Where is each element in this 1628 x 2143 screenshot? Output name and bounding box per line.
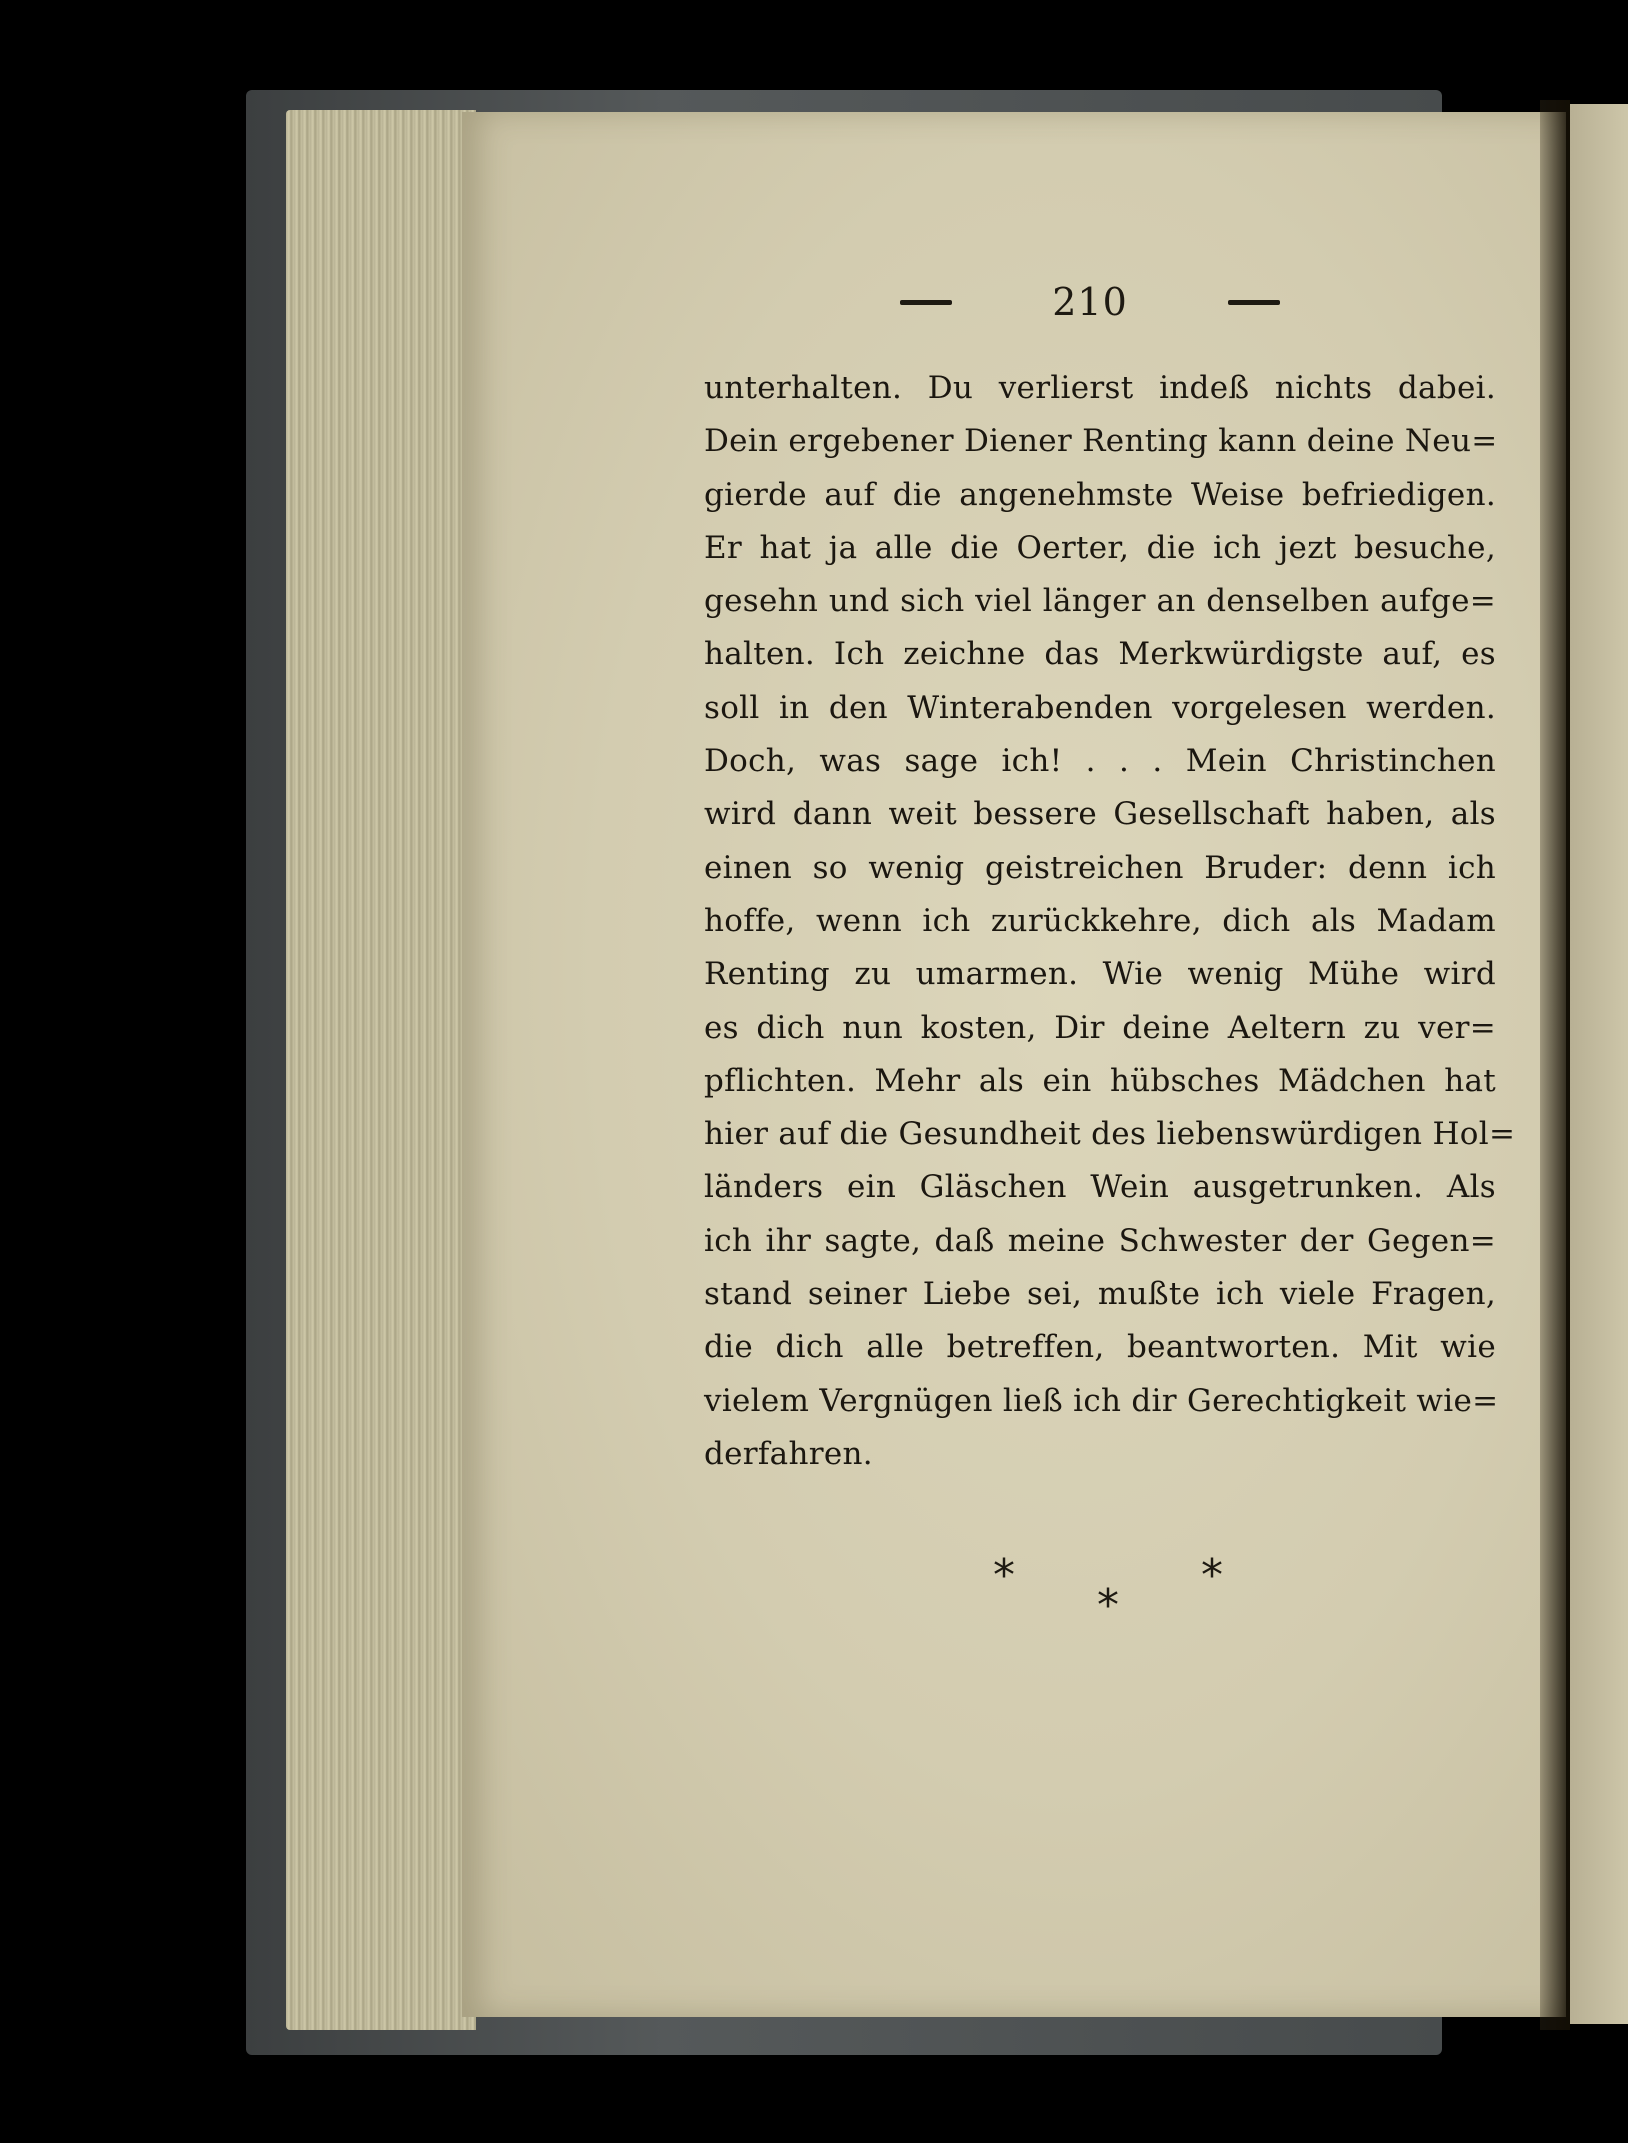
text-line: Doch, was sage ich! . . . Mein Christinchen (704, 743, 1496, 780)
text-line: pflichten. Mehr als ein hübsches Mädchen hat (704, 1062, 1496, 1099)
text-line: länders ein Gläschen Wein ausgetrunken. Als (704, 1169, 1496, 1206)
text-line: halten. Ich zeichne das Merkwürdigste auf, es (704, 636, 1496, 673)
body-text (704, 362, 1516, 1481)
text-line: vielem Vergnügen ließ ich dir Gerechtigkeit wie= (704, 1382, 1499, 1419)
text-line: gesehn und sich viel länger an denselben aufge= (704, 583, 1496, 620)
header-dash-right (1228, 300, 1280, 305)
text-line: einen so wenig geistreichen Bruder: denn ich (704, 849, 1496, 886)
text-line: derfahren. (704, 1435, 873, 1472)
asterisk-ornament-right: * (1201, 1550, 1223, 1601)
header-dash-left (900, 300, 952, 305)
text-line: ich ihr sagte, daß meine Schwester der Gegen= (704, 1222, 1496, 1259)
text-line: Er hat ja alle die Oerter, die ich jezt besuche, (704, 529, 1496, 566)
text-line: Dein ergebener Diener Renting kann deine Neu= (704, 423, 1498, 460)
text-line: wird dann weit bessere Gesellschaft haben, als (704, 796, 1496, 833)
page-edges (286, 110, 476, 2030)
text-line: stand seiner Liebe sei, mußte ich viele Fragen, (704, 1276, 1496, 1313)
book-gutter (1540, 100, 1570, 2030)
page-number: 210 (1052, 280, 1128, 324)
text-line: hier auf die Gesundheit des liebenswürdigen Hol= (704, 1116, 1516, 1153)
page-header (900, 272, 1280, 332)
text-line: soll in den Winterabenden vorgelesen werden. (704, 689, 1496, 726)
text-line: hoffe, wenn ich zurückkehre, dich als Madam (704, 902, 1496, 939)
facing-page-edge (1570, 104, 1628, 2024)
text-line: Renting zu umarmen. Wie wenig Mühe wird (704, 956, 1496, 993)
text-line: es dich nun kosten, Dir deine Aeltern zu ver= (704, 1009, 1496, 1046)
text-line: die dich alle betreffen, beantworten. Mit wie (704, 1329, 1496, 1366)
asterisk-ornament-left: * (993, 1550, 1015, 1601)
text-line: gierde auf die angenehmste Weise befriedigen. (704, 476, 1496, 513)
text-line: unterhalten. Du verlierst indeß nichts dabei. (704, 370, 1496, 406)
asterisk-ornament-center: * (1097, 1580, 1119, 1631)
